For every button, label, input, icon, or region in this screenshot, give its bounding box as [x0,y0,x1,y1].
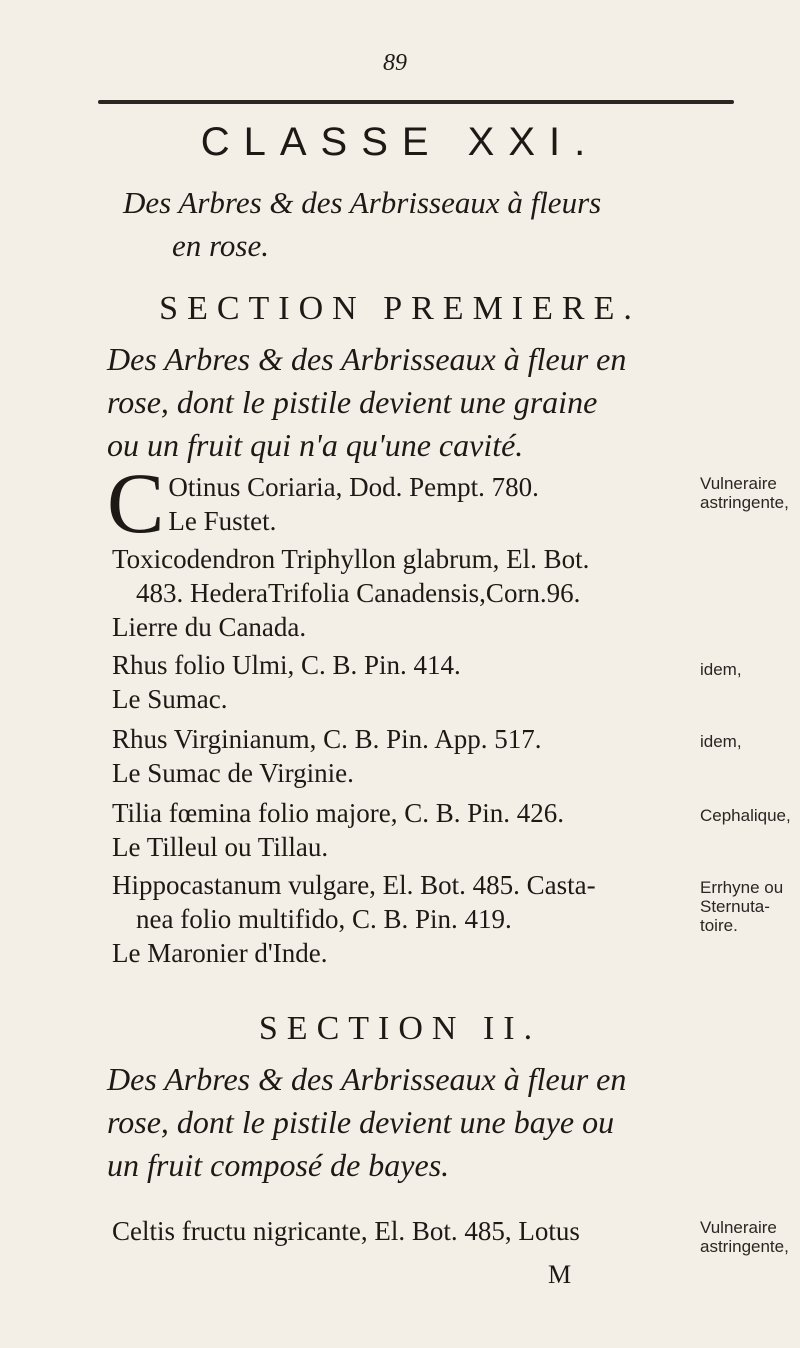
section-2-description-line: rose, dont le pistile devient une baye ou [107,1104,615,1140]
page-number: 89 [383,50,407,76]
classe-title: CLASSE XXI. [200,120,600,164]
entry-latin-name: Otinus Coriaria, Dod. Pempt. 780. [168,472,539,502]
entry-latin-name: Hippocastanum vulgare, El. Bot. 485. Casta- [112,870,596,900]
entry-latin-name: Tilia fœmina folio majore, C. B. Pin. 426. [112,798,564,828]
entry-tilia [112,796,697,864]
entry-cotinus [107,455,692,551]
entry-french-name: Le Sumac. [112,684,228,714]
entry-rhus-folio-ulmi [112,648,697,716]
entry-latin-name: Toxicodendron Triphyllon glabrum, El. Bot. [112,544,590,574]
section-1-description-line: Des Arbres & des Arbrisseaux à fleur en [107,341,627,377]
entry-latin-name: Rhus folio Ulmi, C. B. Pin. 414. [112,650,461,680]
section-1-description-line: ou un fruit qui n'a qu'une cavité. [107,427,524,463]
margin-note-virtue: Cephalique, [700,806,791,825]
classe-subtitle-line-1: Des Arbres & des Arbrisseaux à fleurs [123,185,602,220]
entry-latin-name-continued: nea folio multifido, C. B. Pin. 419. [136,904,512,934]
entry-latin-name: Celtis fructu nigricante, El. Bot. 485, Lotus [112,1216,580,1246]
section-2-description [107,1058,727,1187]
entry-latin-name: Rhus Virginianum, C. B. Pin. App. 517. [112,724,542,754]
entry-french-name: Le Maronier d'Inde. [112,938,328,968]
margin-note-virtue: Errhyne ou Sternuta-toire. [700,878,784,935]
entry-latin-name-continued: 483. HederaTrifolia Canadensis,Corn.96. [136,578,581,608]
section-2-description-line: un fruit composé de bayes. [107,1147,450,1183]
entry-french-name: Le Sumac de Virginie. [112,758,354,788]
section-1-title: SECTION PREMIERE. [159,290,641,327]
margin-note-virtue: Vulneraire astringente, [700,1218,789,1256]
entry-rhus-virginianum [112,722,697,790]
section-1-description-line: rose, dont le pistile devient une graine [107,384,598,420]
classe-subtitle-line-2: en rose. [172,228,269,263]
section-1-description [107,338,727,467]
section-2-title: SECTION II. [258,1010,542,1047]
section-2-description-line: Des Arbres & des Arbrisseaux à fleur en [107,1061,627,1097]
drop-cap: C [107,455,165,551]
entry-celtis [112,1214,697,1248]
entry-toxicodendron [112,542,697,644]
entry-french-name: Le Tilleul ou Tillau. [112,832,329,862]
entry-french-name: Lierre du Canada. [112,612,307,642]
signature-mark: M [548,1260,572,1289]
margin-note-virtue: Vulneraire astringente, [700,474,789,512]
entry-hippocastanum [112,868,697,970]
margin-note-virtue: idem, [700,732,742,751]
margin-note-virtue: idem, [700,660,742,679]
header-rule [98,100,734,104]
entry-french-name: Le Fustet. [168,506,277,536]
